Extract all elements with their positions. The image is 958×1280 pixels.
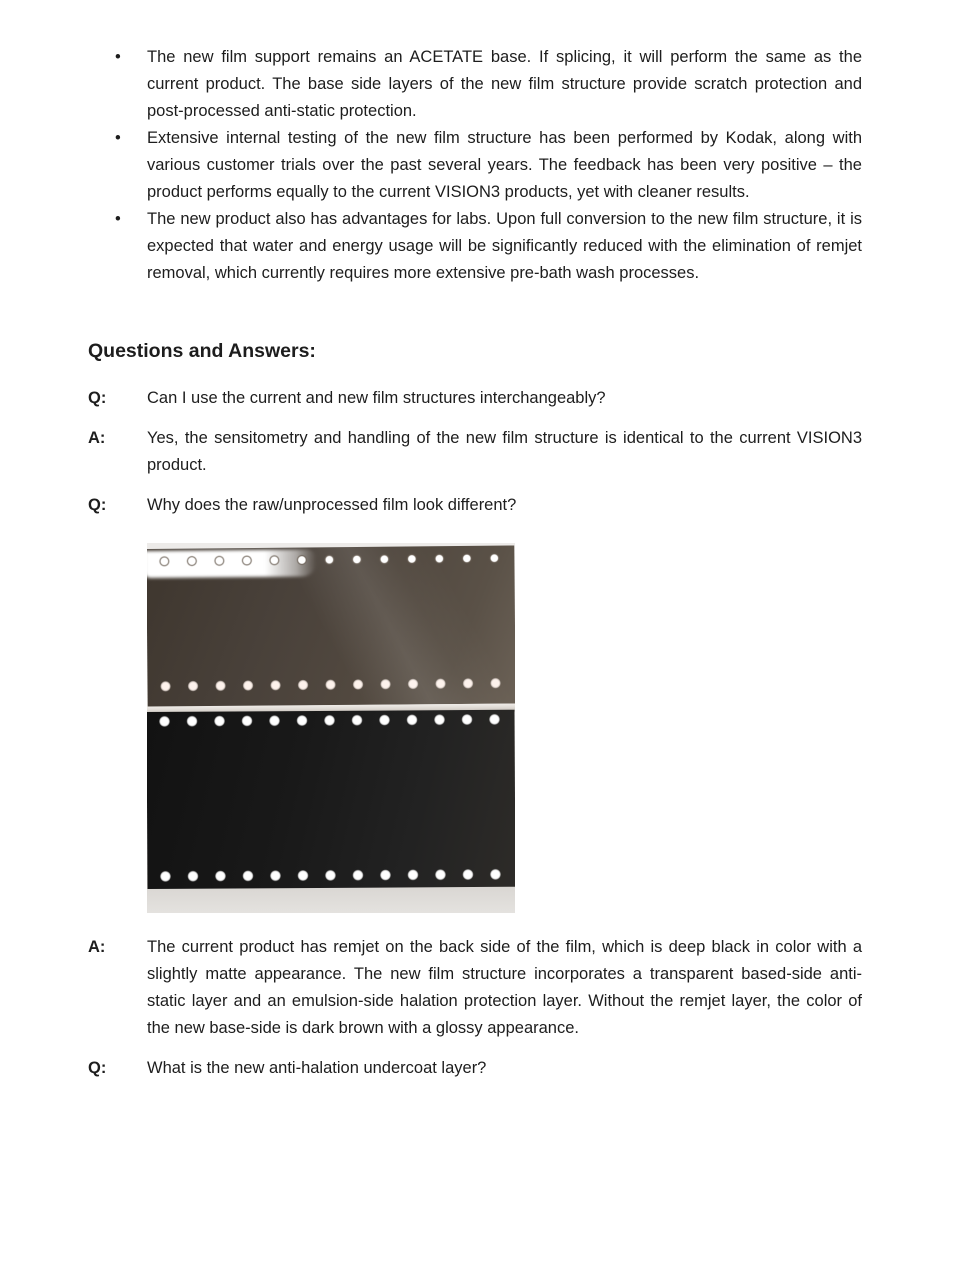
film-comparison-photo xyxy=(147,543,515,913)
list-item xyxy=(115,206,862,287)
remjet-film-strip xyxy=(147,710,515,889)
qa-question xyxy=(88,492,862,519)
answer-text: Yes, the sensitometry and handling of the new film structure is identical to the current VISION3 product. xyxy=(147,429,862,474)
qa-question xyxy=(88,385,862,412)
bullet-text: Extensive internal testing of the new film structure has been performed by Kodak, along with various customer trials over the past several years. The feedback has been very positive – the product performs equally to the current VISION3 products, yet with cleaner results. xyxy=(147,129,862,201)
bullet-icon: • xyxy=(115,129,121,147)
answer-label: A: xyxy=(88,938,106,956)
sprocket-holes-row xyxy=(152,868,510,883)
question-text: Can I use the current and new film structures interchangeably? xyxy=(147,389,606,407)
section-heading: Questions and Answers: xyxy=(88,340,316,362)
question-label: Q: xyxy=(88,389,107,407)
list-item xyxy=(115,125,862,206)
sprocket-holes-row xyxy=(151,552,509,568)
new-film-strip xyxy=(147,545,515,707)
list-item xyxy=(115,44,862,125)
question-label: Q: xyxy=(88,496,107,514)
answer-text: The current product has remjet on the back side of the film, which is deep black in color with a slightly matte appearance. The new film structure incorporates a transparent based-side anti-static layer and an emulsion-side halation protection layer. Without the remjet layer, the color of the new base-side is dark brown with a glossy appearance. xyxy=(147,938,862,1037)
bullet-icon: • xyxy=(115,48,121,66)
sprocket-holes-row xyxy=(152,677,510,693)
sprocket-holes-row xyxy=(151,713,509,728)
overexposed-flare xyxy=(147,549,317,578)
answer-label: A: xyxy=(88,429,106,447)
question-text: What is the new anti-halation undercoat layer? xyxy=(147,1059,487,1077)
qa-answer xyxy=(88,425,862,479)
bullet-text: The new product also has advantages for labs. Upon full conversion to the new film structure, it is expected that water and energy usage will be significantly reduced with the elimination of remjet removal, which currently requires more extensive pre-bath wash processes. xyxy=(147,210,862,282)
qa-answer xyxy=(88,934,862,1042)
question-label: Q: xyxy=(88,1059,107,1077)
bullet-text: The new film support remains an ACETATE base. If splicing, it will perform the same as the current product. The base side layers of the new film structure provide scratch protection and post-processed anti-static protection. xyxy=(147,48,862,120)
qa-question xyxy=(88,1055,862,1082)
bullet-icon: • xyxy=(115,210,121,228)
bullet-list xyxy=(115,0,862,287)
question-text: Why does the raw/unprocessed film look different? xyxy=(147,496,517,514)
